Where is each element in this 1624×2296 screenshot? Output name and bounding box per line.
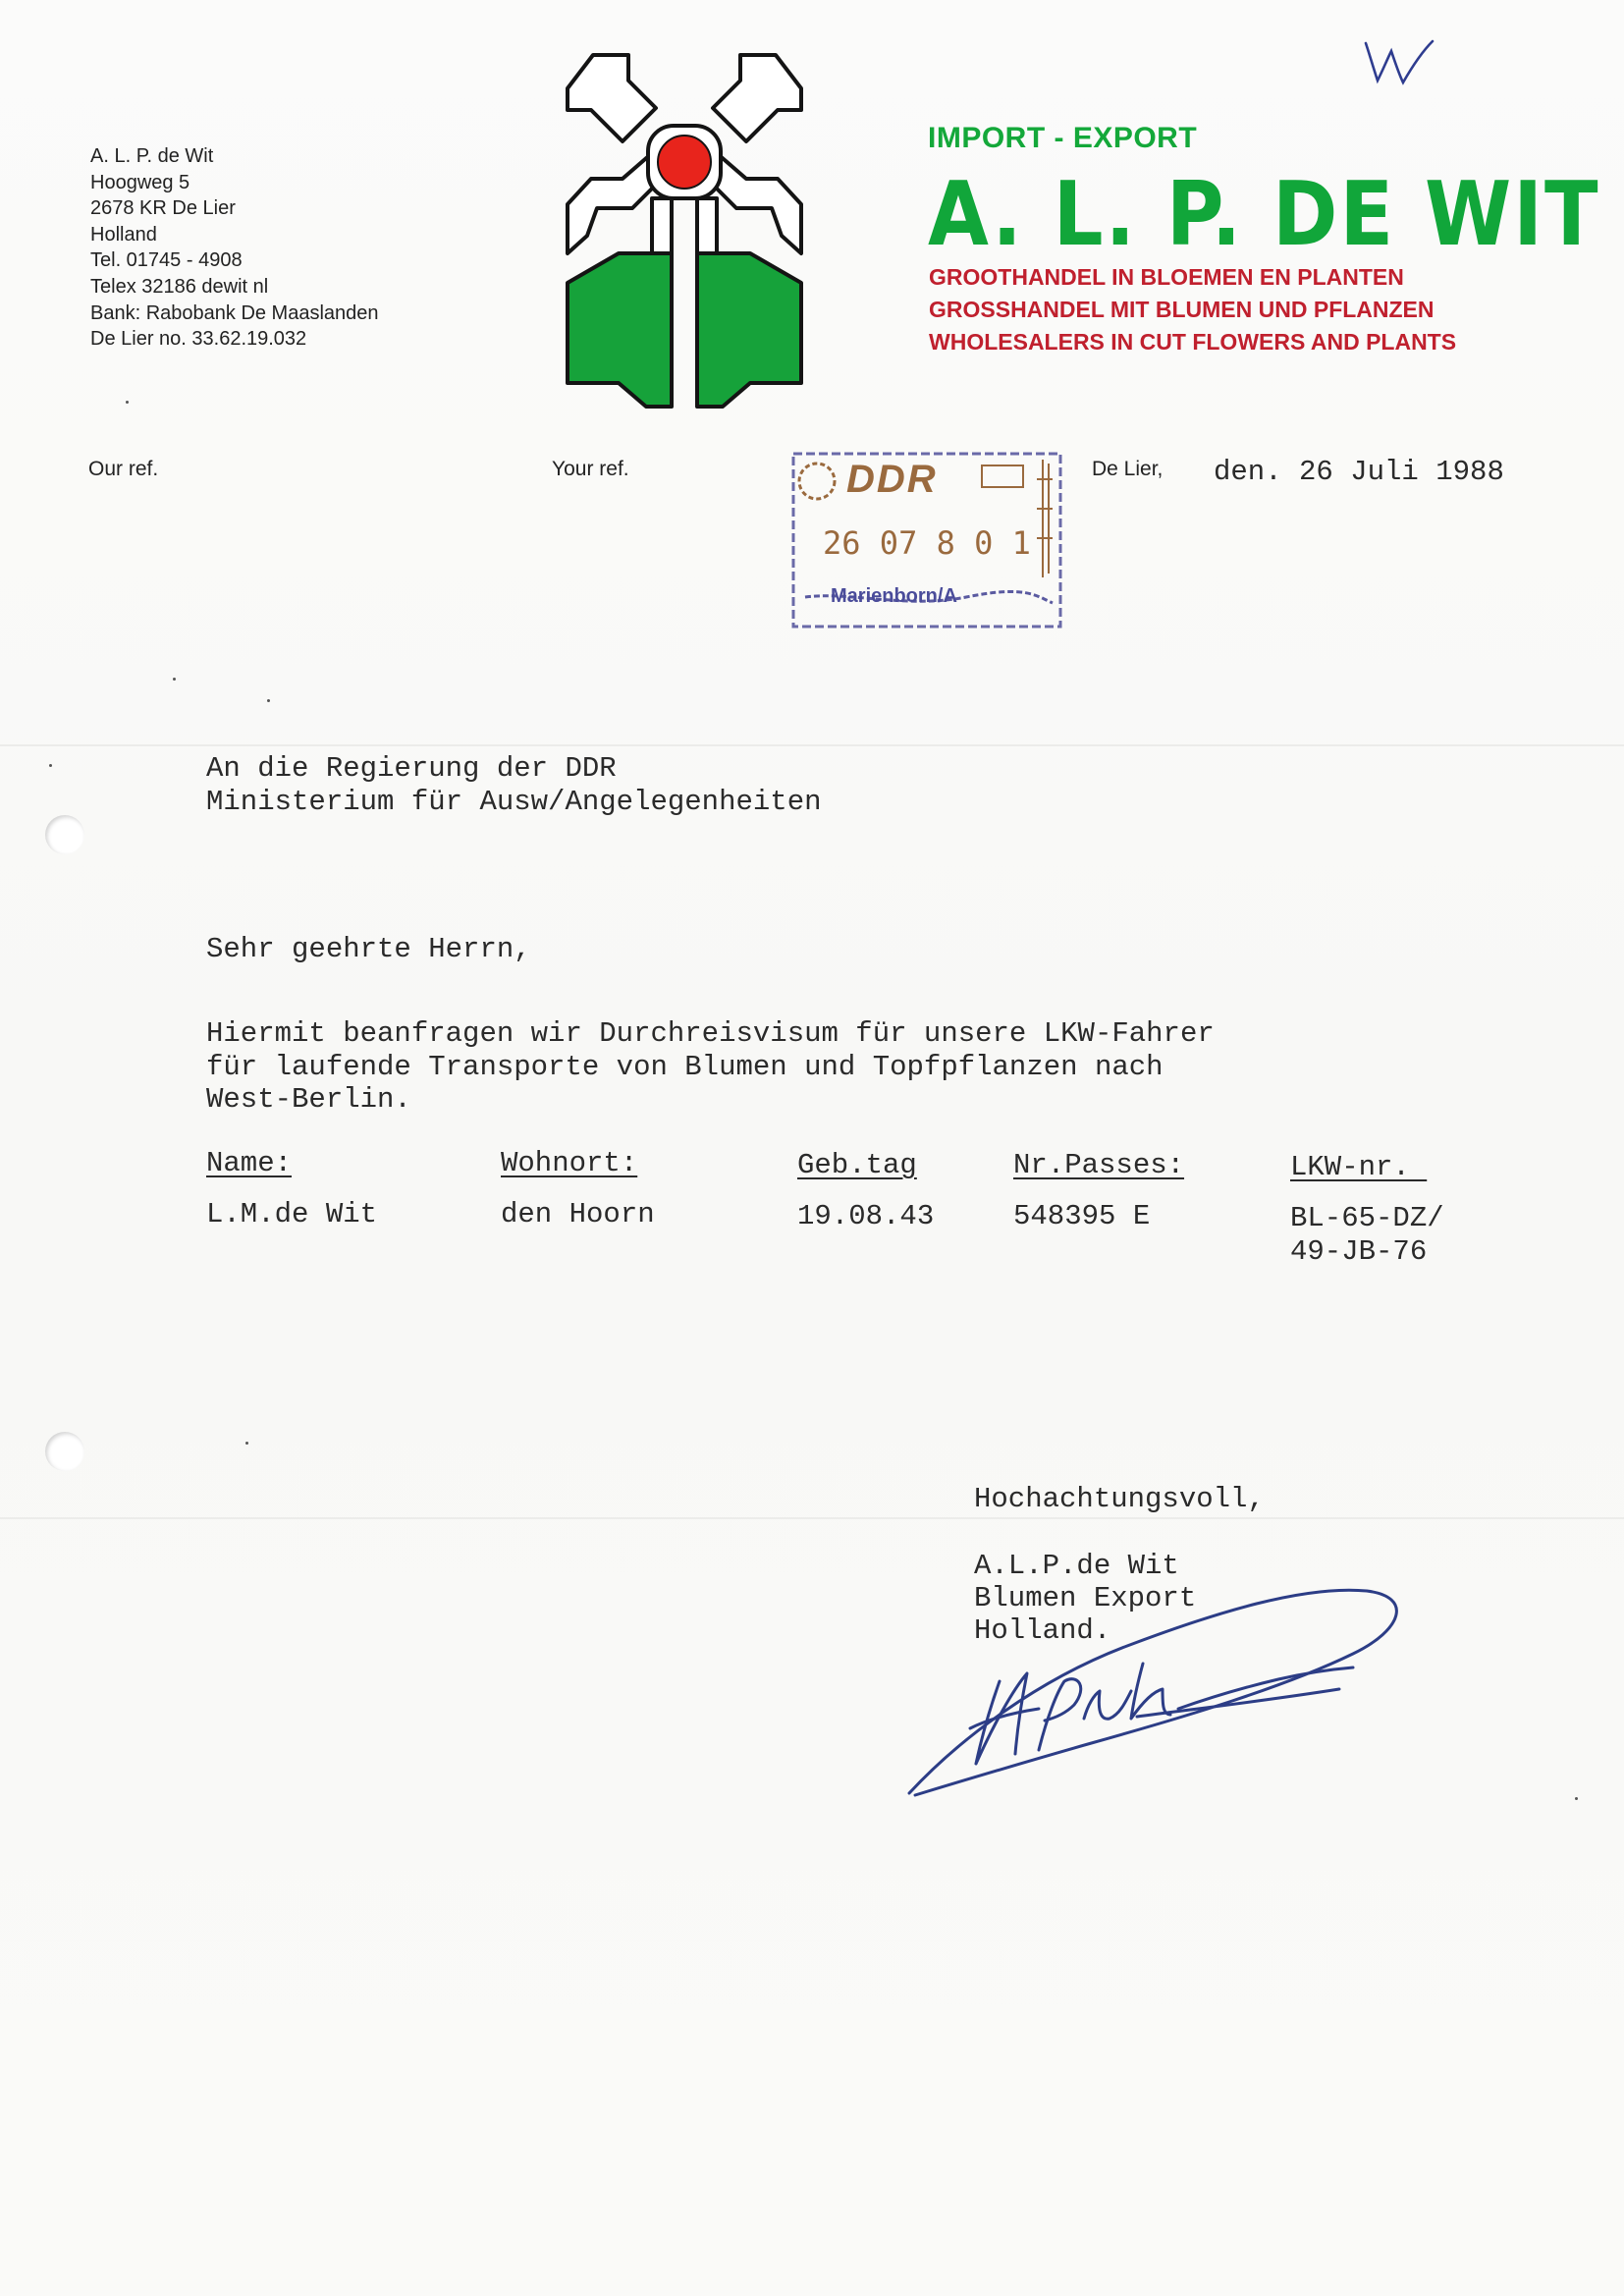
- fold-line: [0, 1517, 1624, 1519]
- address-line: Bank: Rabobank De Maaslanden: [90, 301, 379, 324]
- company-descriptions: [929, 261, 1456, 358]
- address-line: Holland: [90, 223, 157, 246]
- speck: [126, 401, 129, 404]
- our-ref-label: Our ref.: [88, 458, 159, 480]
- stamp-country: DDR: [846, 458, 938, 501]
- speck: [245, 1442, 248, 1445]
- address-line: Telex 32186 dewit nl: [90, 275, 269, 298]
- cell-wohnort: den Hoorn: [501, 1198, 655, 1230]
- company-name: A. L. P. DE WIT: [928, 163, 1600, 266]
- body-line: West-Berlin.: [206, 1083, 411, 1116]
- address-line: De Lier no. 33.62.19.032: [90, 328, 307, 351]
- signatory-line: A.L.P.de Wit: [974, 1550, 1179, 1582]
- description-line: GROOTHANDEL IN BLOEMEN EN PLANTEN: [929, 264, 1404, 290]
- letter-date: den. 26 Juli 1988: [1214, 456, 1504, 488]
- your-ref-label: Your ref.: [552, 458, 629, 480]
- header-lkw-nr: LKW-nr.: [1290, 1151, 1428, 1183]
- stamp-place: Marienborn/A: [831, 585, 957, 607]
- body-line: Hiermit beanfragen wir Durchreisvisum für unsere LKW-Fahrer: [206, 1017, 1215, 1050]
- place-label: De Lier,: [1092, 458, 1164, 480]
- stamp-number: 26 07 8 0 1: [823, 524, 1031, 562]
- address-line: Tel. 01745 - 4908: [90, 249, 243, 272]
- description-line: GROSSHANDEL MIT BLUMEN UND PFLANZEN: [929, 297, 1435, 322]
- address-line: A. L. P. de Wit: [90, 145, 214, 167]
- description-line: WHOLESALERS IN CUT FLOWERS AND PLANTS: [929, 329, 1457, 355]
- speck: [1575, 1797, 1578, 1800]
- signatory-line: Holland.: [974, 1614, 1111, 1647]
- header-name: Name:: [206, 1147, 293, 1179]
- import-export-tagline: IMPORT - EXPORT: [928, 122, 1198, 154]
- windmill-flower-logo-icon: [564, 51, 805, 414]
- handwritten-signature: [892, 1571, 1422, 1807]
- speck: [267, 699, 270, 702]
- fold-line: [0, 744, 1624, 746]
- cell-lkw-nr: BL-65-DZ/: [1290, 1202, 1444, 1234]
- recipient-line: An die Regierung der DDR: [206, 752, 617, 785]
- punch-hole: [45, 1432, 84, 1471]
- punch-hole: [45, 815, 84, 854]
- address-line: Hoogweg 5: [90, 171, 190, 193]
- recipient-line: Ministerium für Ausw/Angelegenheiten: [206, 786, 822, 818]
- header-geb-tag: Geb.tag: [797, 1149, 917, 1181]
- cell-nr-passes: 548395 E: [1013, 1200, 1151, 1232]
- sender-address: [90, 143, 379, 353]
- signatory-line: Blumen Export: [974, 1582, 1197, 1614]
- salutation: Sehr geehrte Herrn,: [206, 933, 531, 965]
- closing: Hochachtungsvoll,: [974, 1483, 1265, 1515]
- speck: [49, 764, 52, 767]
- ddr-transit-stamp: [789, 450, 1068, 637]
- handwritten-w-mark: [1360, 35, 1438, 94]
- header-nr-passes: Nr.Passes:: [1013, 1149, 1185, 1181]
- cell-name: L.M.de Wit: [206, 1198, 378, 1230]
- cell-lkw-nr-extra: 49-JB-76: [1290, 1235, 1428, 1268]
- address-line: 2678 KR De Lier: [90, 197, 236, 220]
- speck: [173, 678, 176, 681]
- header-wohnort: Wohnort:: [501, 1147, 638, 1179]
- body-line: für laufende Transporte von Blumen und Topfpflanzen nach: [206, 1051, 1164, 1083]
- cell-geb-tag: 19.08.43: [797, 1200, 935, 1232]
